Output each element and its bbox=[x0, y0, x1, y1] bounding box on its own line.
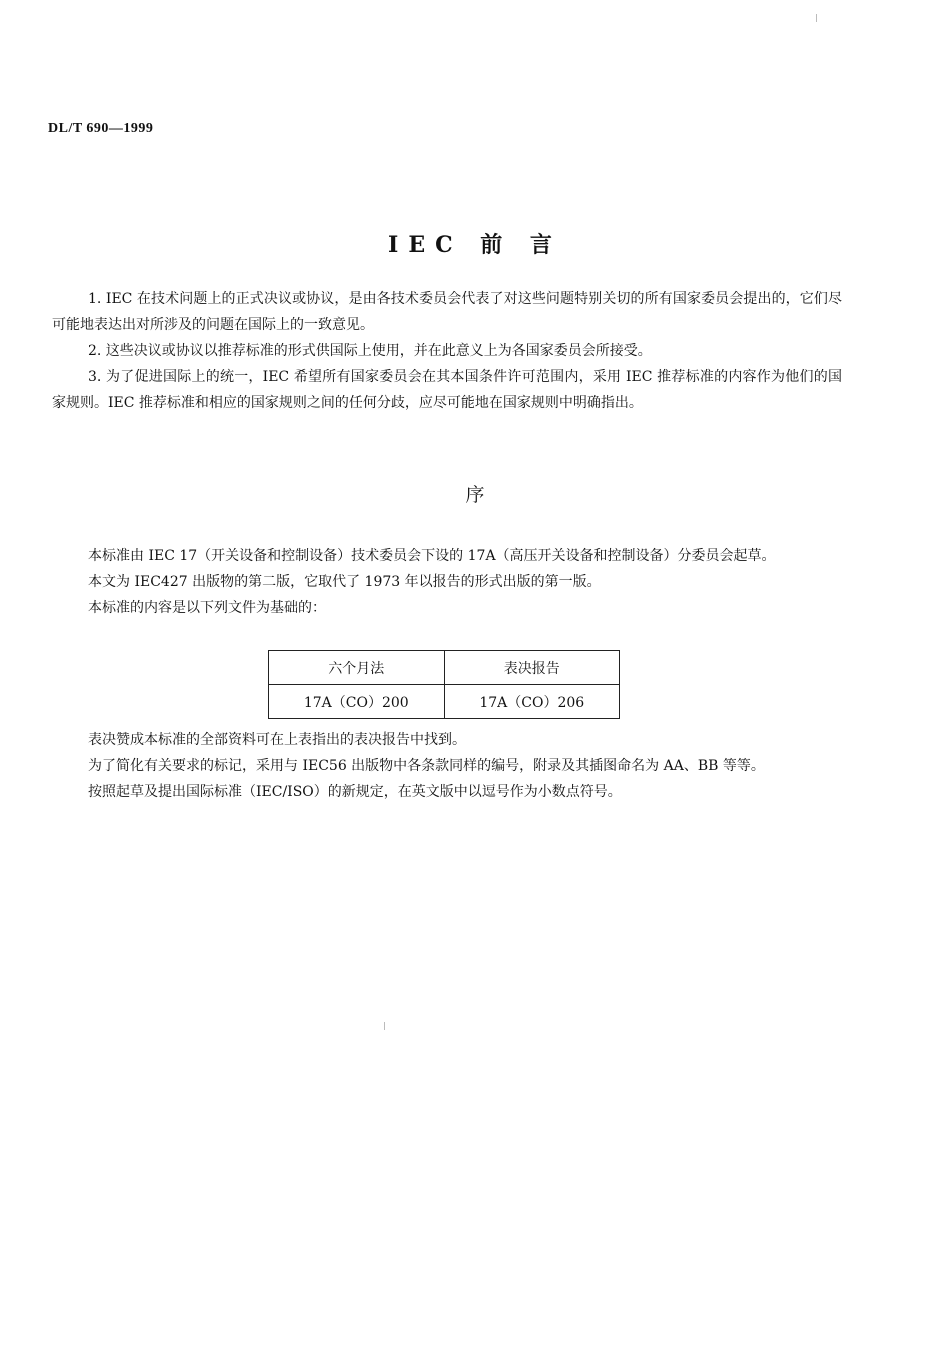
table-header-cell: 表决报告 bbox=[444, 651, 620, 685]
foreword-notes bbox=[52, 727, 842, 805]
document-basis-table bbox=[268, 650, 620, 719]
document-code: DL/T 690—1999 bbox=[48, 121, 154, 136]
iec-preface-body bbox=[52, 286, 842, 416]
preface-paragraph-1: 1. IEC 在技术问题上的正式决议或协议，是由各技术委员会代表了对这些问题特别关切的所有国家委员会提出的，它们尽可能地表达出对所涉及的问题在国际上的一致意见。 bbox=[52, 291, 842, 333]
table-cell: 17A（CO）200 bbox=[269, 685, 445, 719]
foreword-title: 序 bbox=[465, 484, 485, 506]
table-cell: 17A（CO）206 bbox=[444, 685, 620, 719]
note-paragraph-2: 为了简化有关要求的标记，采用与 IEC56 出版物中各条款同样的编号，附录及其插图命名为 AA、BB 等等。 bbox=[88, 758, 765, 774]
foreword-paragraph-2: 本文为 IEC427 出版物的第二版，它取代了 1973 年以报告的形式出版的第一版。 bbox=[88, 574, 601, 590]
table-row bbox=[269, 685, 620, 719]
table-header-row bbox=[269, 651, 620, 685]
preface-paragraph-2: 2. 这些决议或协议以推荐标准的形式供国际上使用，并在此意义上为各国家委员会所接受。 bbox=[88, 343, 652, 359]
iec-preface-title: IEC 前 言 bbox=[388, 232, 562, 258]
note-paragraph-1: 表决赞成本标准的全部资料可在上表指出的表决报告中找到。 bbox=[88, 732, 466, 748]
scan-speck bbox=[384, 1022, 385, 1030]
note-paragraph-3: 按照起草及提出国际标准（IEC/ISO）的新规定，在英文版中以逗号作为小数点符号。 bbox=[88, 784, 622, 800]
foreword-body bbox=[52, 543, 842, 621]
table-header-cell: 六个月法 bbox=[269, 651, 445, 685]
scan-speck bbox=[816, 14, 817, 22]
foreword-paragraph-3: 本标准的内容是以下列文件为基础的： bbox=[88, 600, 326, 616]
foreword-paragraph-1: 本标准由 IEC 17（开关设备和控制设备）技术委员会下设的 17A（高压开关设备和控制设备）分委员会起草。 bbox=[88, 548, 776, 564]
preface-paragraph-3: 3. 为了促进国际上的统一，IEC 希望所有国家委员会在其本国条件许可范围内，采用 IEC 推荐标准的内容作为他们的国家规则。IEC 推荐标准和相应的国家规则之间的任何分歧，应尽可能地在国家规则中明确指出。 bbox=[52, 369, 842, 411]
